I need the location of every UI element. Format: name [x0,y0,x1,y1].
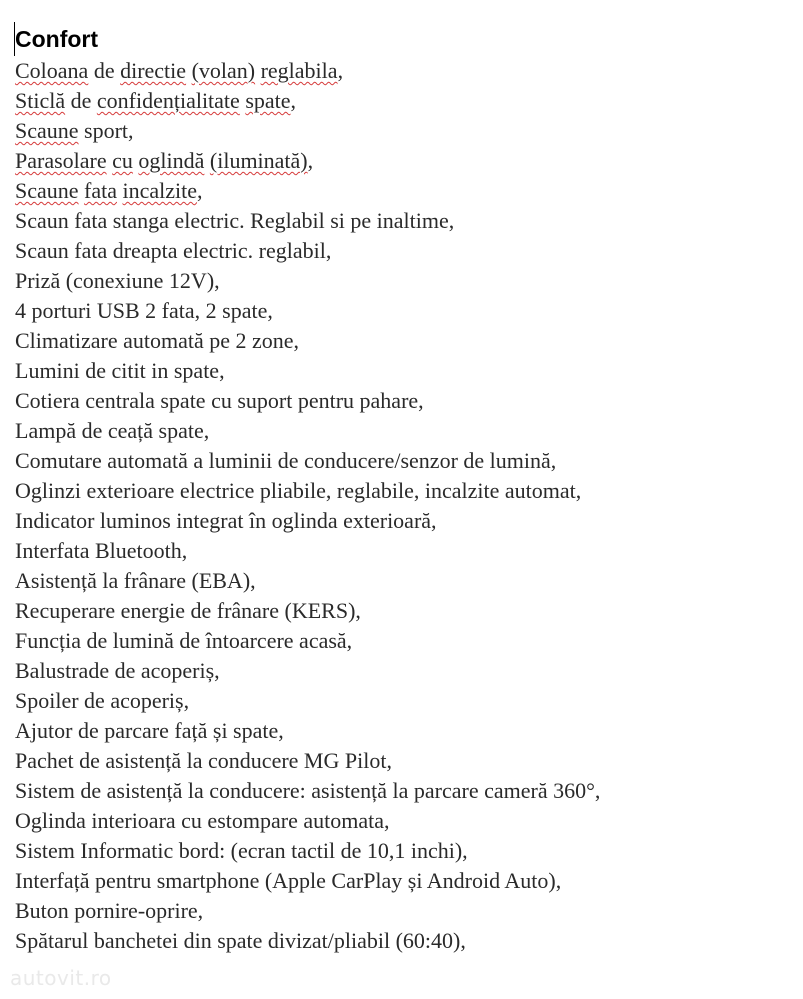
misspelled-word: confidențialitate [96,88,240,113]
line-text: Comutare automată a luminii de conducere/senzor de lumină, [15,448,557,473]
misspelled-word: fata [84,178,117,203]
line-text: de [65,88,97,113]
line-text: Lumini de citit in spate, [15,358,225,383]
feature-line [15,806,795,836]
misspelled-word: Scaune [15,178,79,203]
line-text: Sistem de asistență la conducere: asistență la parcare cameră 360°, [15,778,601,803]
feature-line [15,56,795,86]
line-text: Interfață pentru smartphone (Apple CarPlay și Android Auto), [15,868,562,893]
feature-line [15,446,795,476]
feature-line [15,686,795,716]
line-text: , [307,148,314,173]
feature-line [15,716,795,746]
feature-line [15,476,795,506]
misspelled-word: reglabila [260,58,338,83]
line-text: Buton pornire-oprire, [15,898,204,923]
feature-line [15,206,795,236]
features-list [15,56,795,956]
feature-line [15,566,795,596]
line-text: Spoiler de acoperiș, [15,688,190,713]
line-text: Cotiera centrala spate cu suport pentru pahare, [15,388,424,413]
misspelled-word: (volan) [191,58,256,83]
feature-line [15,86,795,116]
feature-line [15,146,795,176]
line-text: de [88,58,121,83]
section-heading: Confort [14,22,795,56]
line-text: Spătarul banchetei din spate divizat/pliabil (60:40), [15,928,466,953]
line-text: Recuperare energie de frânare (KERS), [15,598,361,623]
feature-line [15,866,795,896]
misspelled-word: cu [112,148,133,173]
feature-line [15,236,795,266]
feature-line [15,656,795,686]
line-text: Priză (conexiune 12V), [15,268,220,293]
line-text: Oglinzi exterioare electrice pliabile, reglabile, incalzite automat, [15,478,582,503]
feature-line [15,596,795,626]
document-body[interactable] [15,22,795,956]
misspelled-word: Scaune [15,118,79,143]
line-text: Climatizare automată pe 2 zone, [15,328,300,353]
misspelled-word: Coloana [15,58,89,83]
feature-line [15,896,795,926]
line-text: Balustrade de acoperiș, [15,658,220,683]
line-text: , [197,178,203,203]
line-text: , [337,58,344,83]
misspelled-word: incalzite [122,178,198,203]
feature-line [15,356,795,386]
line-text: Indicator luminos integrat în oglinda exterioară, [15,508,437,533]
line-text: Funcția de lumină de întoarcere acasă, [15,628,353,653]
feature-line [15,776,795,806]
feature-line [15,506,795,536]
misspelled-word: Sticlă [15,88,66,113]
misspelled-word: spate [245,88,291,113]
line-text: , [290,88,297,113]
feature-line [15,536,795,566]
line-text: Lampă de ceață spate, [15,418,210,443]
line-text: Interfata Bluetooth, [15,538,188,563]
misspelled-word: (iluminată) [209,148,308,173]
line-text: Sistem Informatic bord: (ecran tactil de 10,1 inchi), [15,838,468,863]
feature-line [15,296,795,326]
feature-line [15,326,795,356]
feature-line [15,116,795,146]
line-text: Oglinda interioara cu estompare automata, [15,808,390,833]
line-text: Ajutor de parcare față și spate, [15,718,284,743]
line-text: Scaun fata dreapta electric. reglabil, [15,238,332,263]
feature-line [15,386,795,416]
misspelled-word: directie [120,58,187,83]
feature-line [15,626,795,656]
watermark: autovit.ro [10,966,112,990]
line-text: sport, [78,118,134,143]
feature-line [15,836,795,866]
misspelled-word: oglindă [138,148,205,173]
feature-line [15,926,795,956]
line-text: 4 porturi USB 2 fata, 2 spate, [15,298,273,323]
feature-line [15,176,795,206]
feature-line [15,416,795,446]
feature-line [15,746,795,776]
feature-line [15,266,795,296]
line-text: Pachet de asistență la conducere MG Pilot, [15,748,392,773]
line-text: Scaun fata stanga electric. Reglabil si pe inaltime, [15,208,455,233]
line-text: Asistență la frânare (EBA), [15,568,256,593]
misspelled-word: Parasolare [15,148,107,173]
